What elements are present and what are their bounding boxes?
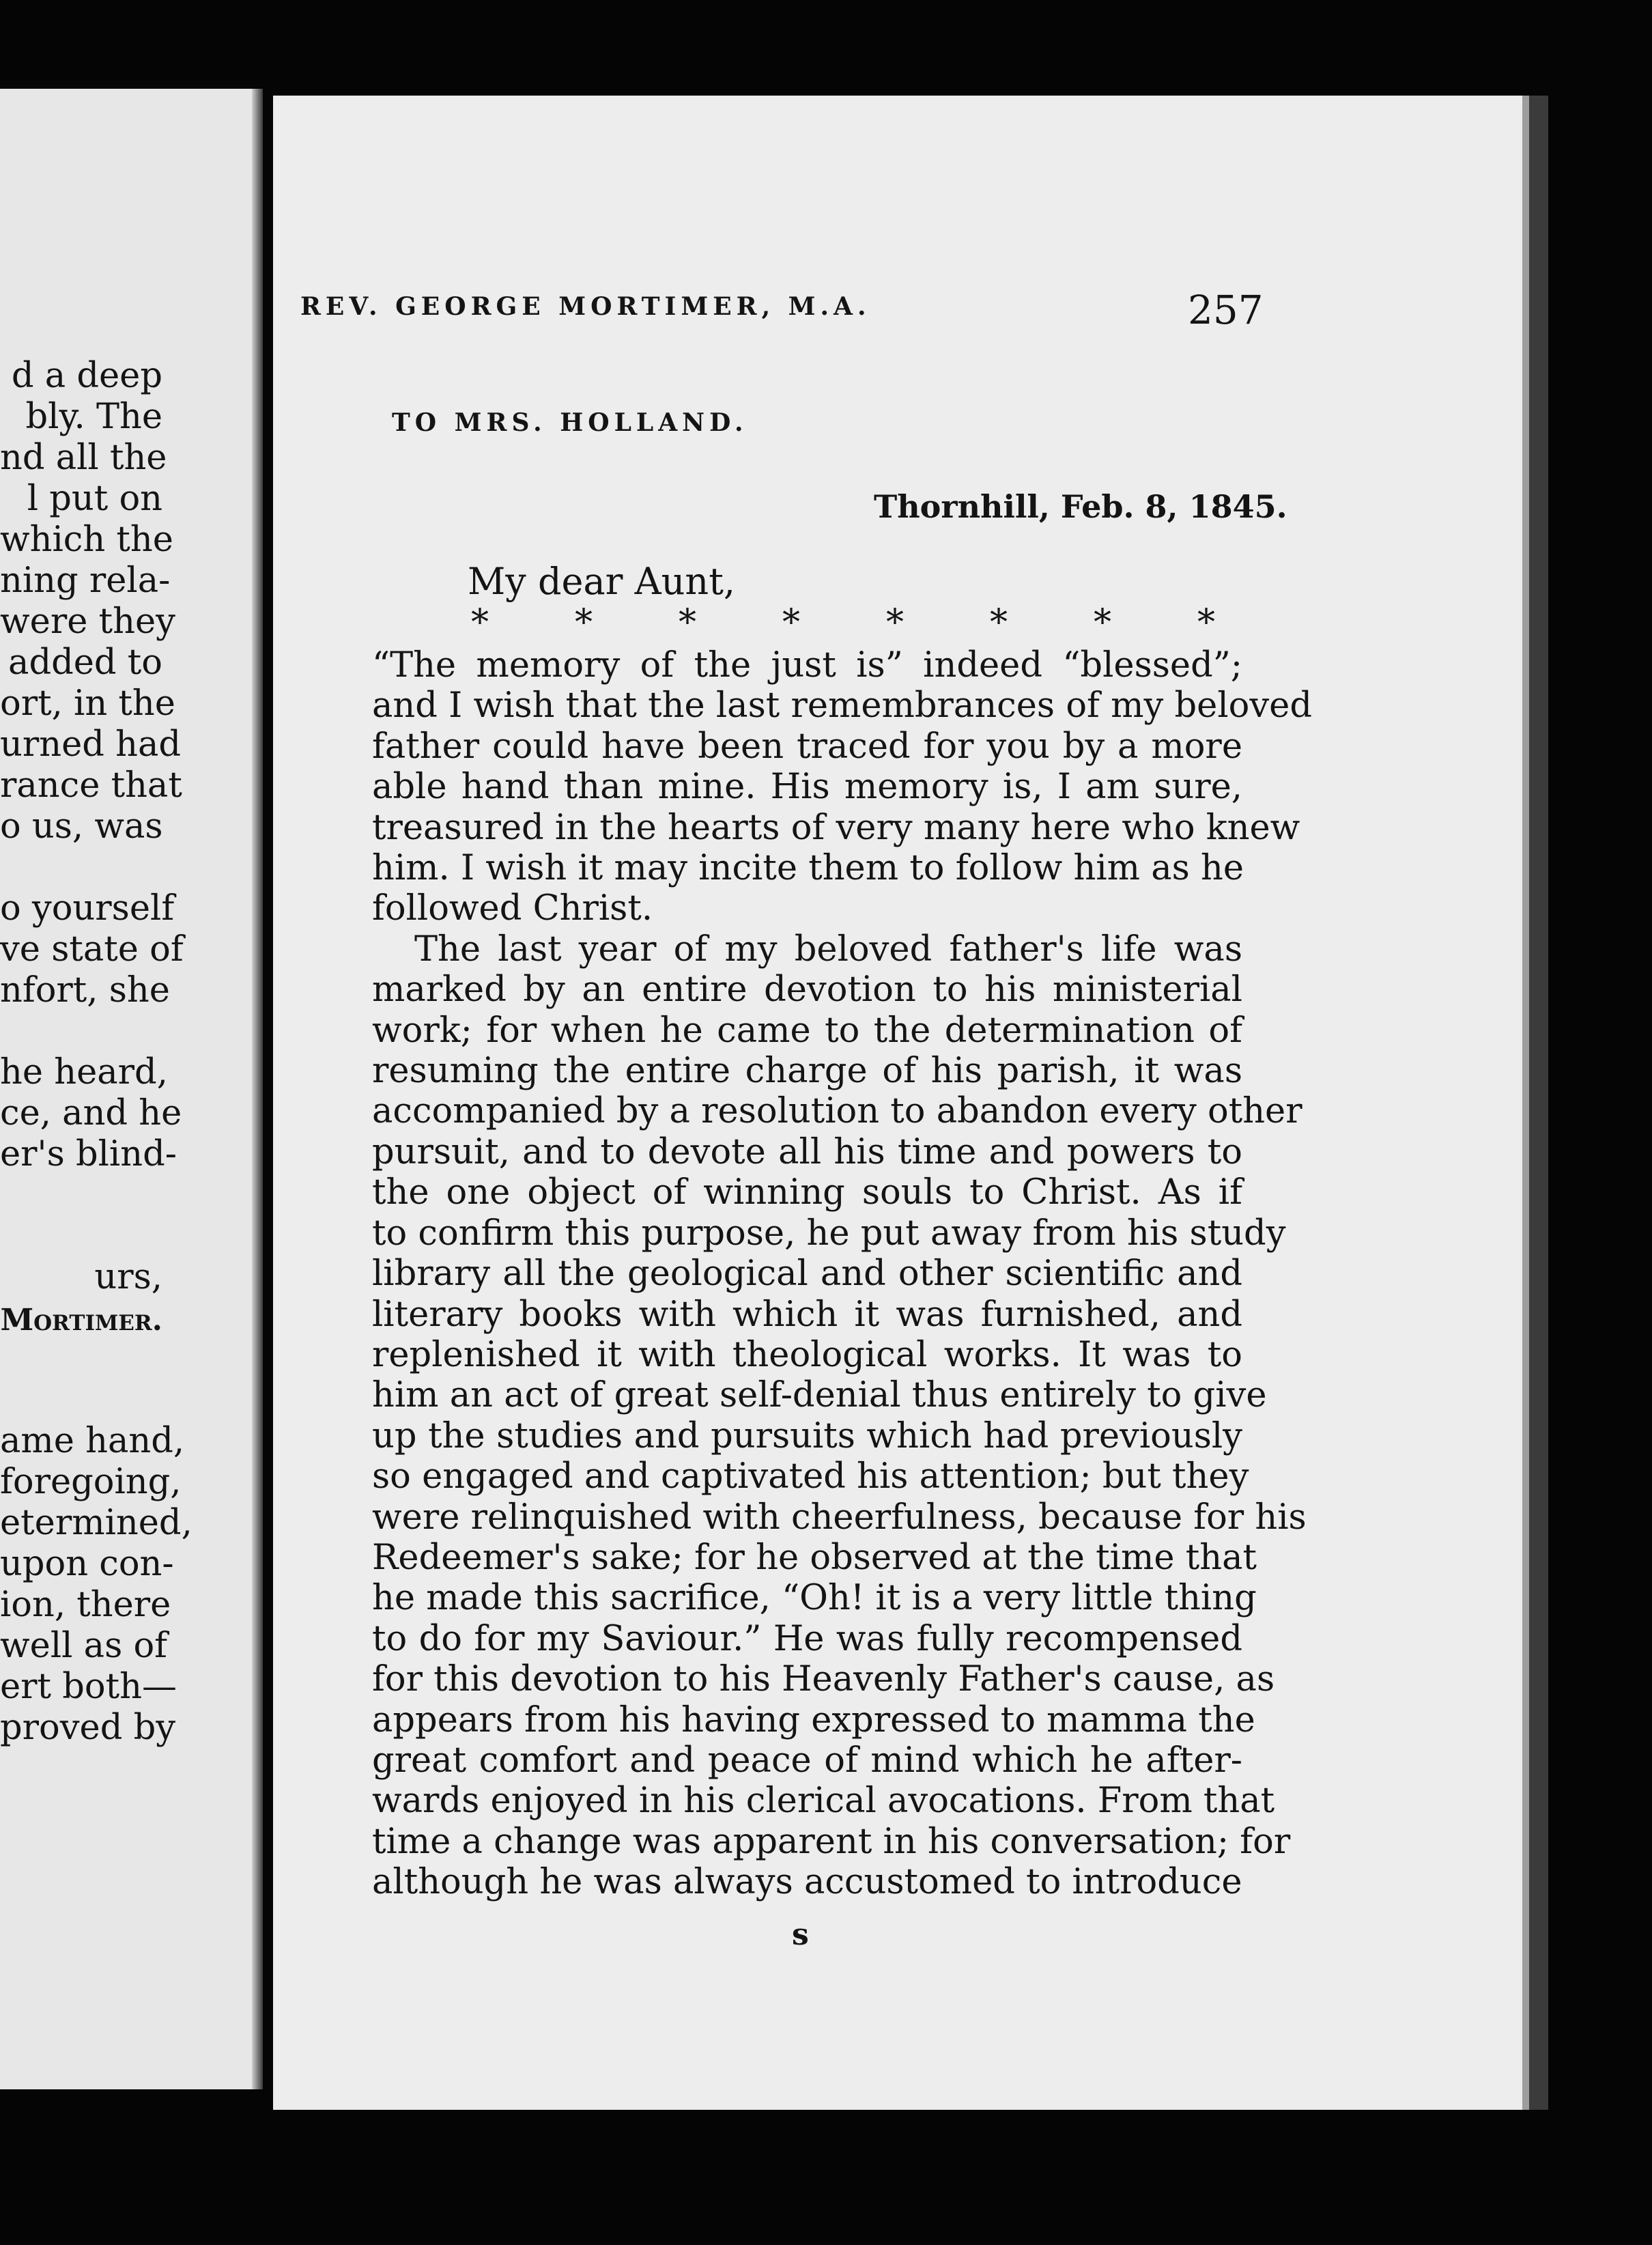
asterisk: * [679,602,696,643]
text-line: followed Christ. [372,888,653,929]
text-line: were relinquished with cheerfulness, because for his [372,1497,1307,1538]
left-page-line: which the [0,520,173,560]
text-line: library all the geological and other scientific and [372,1254,1242,1295]
left-page-line: er's blind- [0,1134,177,1174]
dateline: Thornhill, Feb. 8, 1845. [874,488,1287,525]
left-page-line: o yourself [0,888,175,929]
running-head: REV. GEORGE MORTIMER, M.A. [300,292,871,321]
asterisk: * [1094,602,1111,643]
left-page-line: ning rela- [0,561,171,601]
asterisk-row [471,602,1301,643]
text-line: resuming the entire charge of his parish, it was [372,1051,1242,1092]
text-line: able hand than mine. His memory is, I am sure, [372,767,1242,808]
text-line: appears from his having expressed to mamma the [372,1699,1255,1740]
text-line: although he was always accustomed to introduce [372,1862,1242,1903]
asterisk: * [886,602,904,643]
left-page-line: bly. The [25,397,162,437]
text-line: him. I wish it may incite them to follow him as he [372,848,1244,889]
text-line: accompanied by a resolution to abandon every other [372,1091,1302,1132]
salutation: My dear Aunt, [468,560,736,603]
asterisk: * [1197,602,1215,643]
text-line: he made this sacrifice, “Oh! it is a very little thing [372,1578,1257,1619]
left-page-line: ame hand, [0,1421,185,1461]
left-page-line: o us, was [0,806,163,847]
left-page-line: rance that [0,765,182,806]
page-fore-edge [1529,96,1548,2110]
letter-body [372,645,1312,1903]
text-line: the one object of winning souls to Christ. As if [372,1172,1242,1213]
left-page-line: ert both— [0,1667,177,1707]
text-line: to confirm this purpose, he put away from his study [372,1213,1286,1254]
left-page-line: well as of [0,1626,168,1666]
text-line: pursuit, and to devote all his time and powers to [372,1131,1242,1172]
asterisk: * [471,602,489,643]
text-line: Redeemer's sake; for he observed at the time that [372,1537,1257,1578]
left-page-line: nd all the [0,438,167,478]
left-page-line: nfort, she [0,970,170,1011]
left-page-line: ion, there [0,1585,171,1625]
asterisk: * [575,602,593,643]
left-page-line: he heard, [0,1052,168,1092]
text-line: The last year of my beloved father's life was [414,929,1242,970]
left-page-line: l put on [27,479,162,519]
text-line: treasured in the hearts of very many here who knew [372,807,1300,848]
text-line: so engaged and captivated his attention; but they [372,1456,1249,1497]
left-page-line: foregoing, [0,1462,182,1502]
text-line: him an act of great self-denial thus entirely to give [372,1375,1267,1416]
text-line: for this devotion to his Heavenly Father's cause, as [372,1659,1275,1700]
left-page-line: proved by [0,1708,176,1748]
text-line: and I wish that the last remembrances of my beloved [372,686,1312,726]
left-page-line: urned had [0,724,182,765]
left-page-line: ort, in the [0,683,175,724]
asterisk: * [990,602,1008,643]
text-line: literary books with which it was furnished, and [372,1294,1242,1335]
text-line: father could have been traced for you by a more [372,726,1242,767]
left-page-gutter [252,89,263,2089]
text-line: work; for when he came to the determination of [372,1010,1242,1051]
text-line: “The memory of the just is” indeed “blessed”; [372,645,1242,686]
text-line: to do for my Saviour.” He was fully recompensed [372,1618,1242,1659]
text-line: replenished it with theological works. It was to [372,1334,1242,1375]
signature-mark: s [792,1917,809,1952]
page-edge [1522,96,1529,2110]
text-line: up the studies and pursuits which had previously [372,1415,1242,1456]
left-page-line: ve state of [0,929,184,970]
text-line: time a change was apparent in his conversation; for [372,1821,1291,1862]
text-line: wards enjoyed in his clerical avocations. From that [372,1781,1275,1822]
left-page-line: d a deep [11,356,162,396]
text-line: marked by an entire devotion to his ministerial [372,970,1242,1011]
left-page-line: were they [0,602,175,642]
left-page-line: added to [8,643,162,683]
left-page-line: Mortimer. [0,1303,162,1338]
page-number: 257 [1188,287,1264,333]
left-page-line: upon con- [0,1544,174,1584]
left-page-line: ce, and he [0,1093,182,1133]
letter-heading: TO MRS. HOLLAND. [392,408,748,437]
left-page-line: urs, [94,1257,162,1297]
left-page-line: etermined, [0,1503,193,1543]
asterisk: * [782,602,800,643]
text-line: great comfort and peace of mind which he after- [372,1740,1242,1781]
